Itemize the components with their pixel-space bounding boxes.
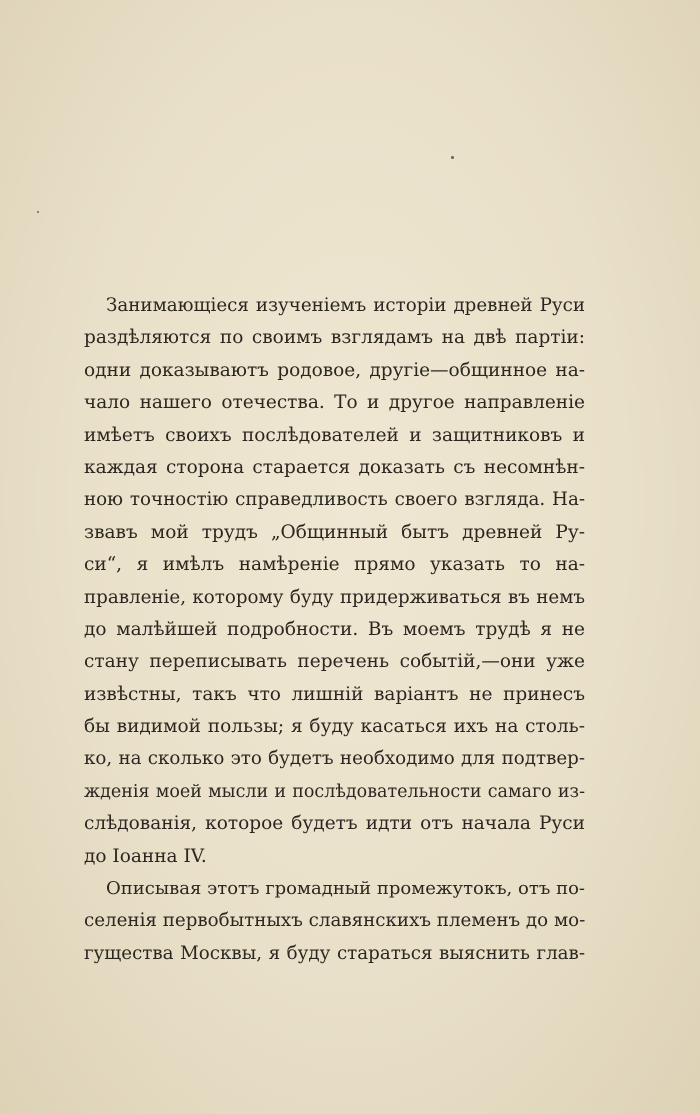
text-line: Занимающіеся изученіемъ исторіи древней Руси	[106, 295, 585, 316]
text-line: имѣетъ своихъ послѣдователей и защитниковъ и	[84, 424, 585, 446]
text-line: каждая сторона старается доказать съ несомнѣн-	[84, 456, 585, 478]
text-line: гущества Москвы, я буду стараться выяснить глав-	[84, 942, 585, 964]
text-line: правленіе, которому буду придерживаться въ немъ	[84, 586, 585, 608]
text-line: стану переписывать перечень событій,—они уже	[84, 651, 585, 673]
text-line: раздѣляются по своимъ взглядамъ на двѣ партіи:	[84, 327, 585, 349]
text-line: одни доказываютъ родовое, другіе—общинное на-	[84, 359, 585, 381]
page-speck	[451, 156, 454, 159]
text-line: бы видимой пользы; я буду касаться ихъ на столь-	[84, 716, 585, 738]
page-speck	[37, 211, 39, 213]
text-line: жденія моей мысли и послѣдовательности самаго из-	[84, 781, 585, 802]
text-line: до Іоанна IV.	[84, 845, 207, 867]
text-line: извѣстны, такъ что лишній варіантъ не принесъ	[84, 683, 585, 705]
text-line: си“, я имѣлъ намѣреніе прямо указать то на-	[84, 554, 585, 576]
text-line: селенія первобытныхъ славянскихъ племенъ до мо-	[84, 910, 586, 932]
text-line: до малѣйшей подробности. Въ моемъ трудѣ я не	[84, 618, 585, 640]
paragraph-1	[84, 290, 585, 873]
text-line: ко, на сколько это будетъ необходимо для подтвер-	[84, 748, 585, 770]
text-line: чало нашего отечества. То и другое направленіе	[84, 392, 585, 414]
text-line: звавъ мой трудъ „Общинный бытъ древней Ру-	[84, 521, 585, 543]
text-line: Описывая этотъ громадный промежутокъ, отъ по-	[106, 878, 585, 899]
text-line: ною точностію справедливость своего взгляда. На-	[84, 489, 585, 511]
text-line: слѣдованія, которое будетъ идти отъ начала Руси	[84, 813, 585, 835]
paragraph-2	[84, 873, 585, 970]
